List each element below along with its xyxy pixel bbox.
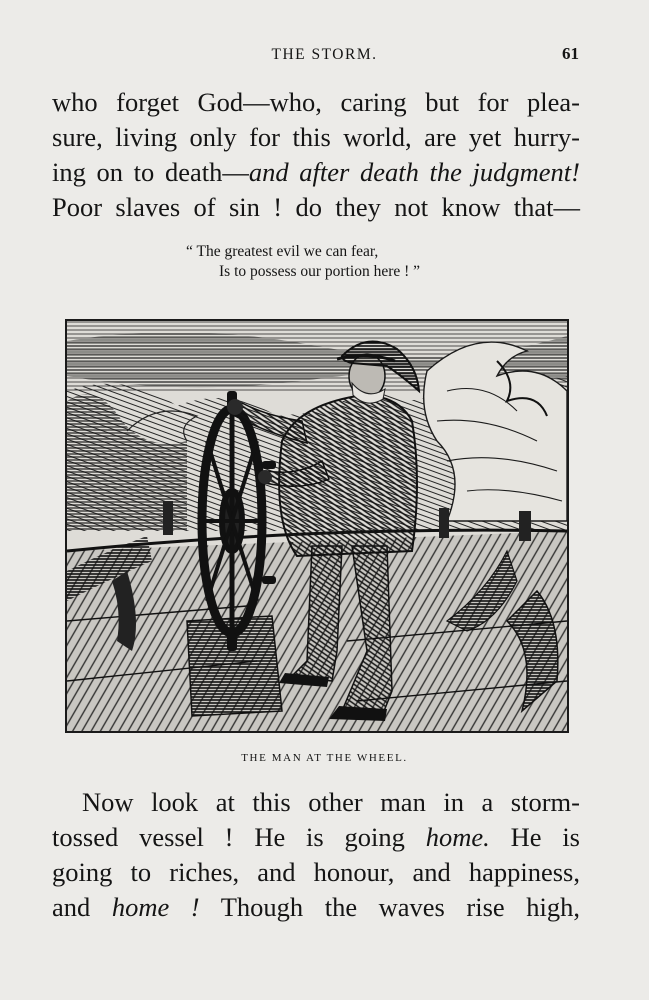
text-segment: Though the waves rise high, — [199, 892, 580, 922]
text-segment: ing on to death— — [52, 157, 249, 187]
text-line: going to riches, and honour, and happiness, — [52, 857, 580, 887]
running-title: THE STORM. — [271, 46, 378, 63]
paragraph-new — [52, 785, 580, 925]
text-segment: tossed vessel ! He is going — [52, 822, 426, 852]
text-line: Now look at this other man in a storm- — [82, 787, 580, 817]
verse-line: “ The greatest evil we can fear, — [186, 243, 379, 260]
italic-word: home ! — [111, 892, 200, 922]
italic-word: home. — [425, 822, 490, 852]
man-at-wheel-engraving — [67, 321, 567, 731]
text-line — [52, 890, 580, 925]
text-line: who forget God—who, caring but for plea- — [52, 87, 580, 117]
paragraph-continued — [52, 85, 580, 225]
text-line: Poor slaves of sin ! do they not know that— — [52, 192, 580, 222]
text-line — [52, 155, 580, 190]
text-segment: He is — [489, 822, 580, 852]
text-line — [52, 820, 580, 855]
text-line: sure, living only for this world, are yet hurry- — [52, 122, 580, 152]
illustration-caption: THE MAN AT THE WHEEL. — [241, 752, 408, 764]
italic-phrase: and after death the judgment! — [248, 157, 580, 187]
page-number: 61 — [562, 44, 579, 63]
engraving-illustration — [65, 319, 569, 733]
text-segment: and — [52, 892, 112, 922]
verse-line: Is to possess our portion here ! ” — [219, 263, 421, 280]
running-head — [0, 44, 649, 68]
